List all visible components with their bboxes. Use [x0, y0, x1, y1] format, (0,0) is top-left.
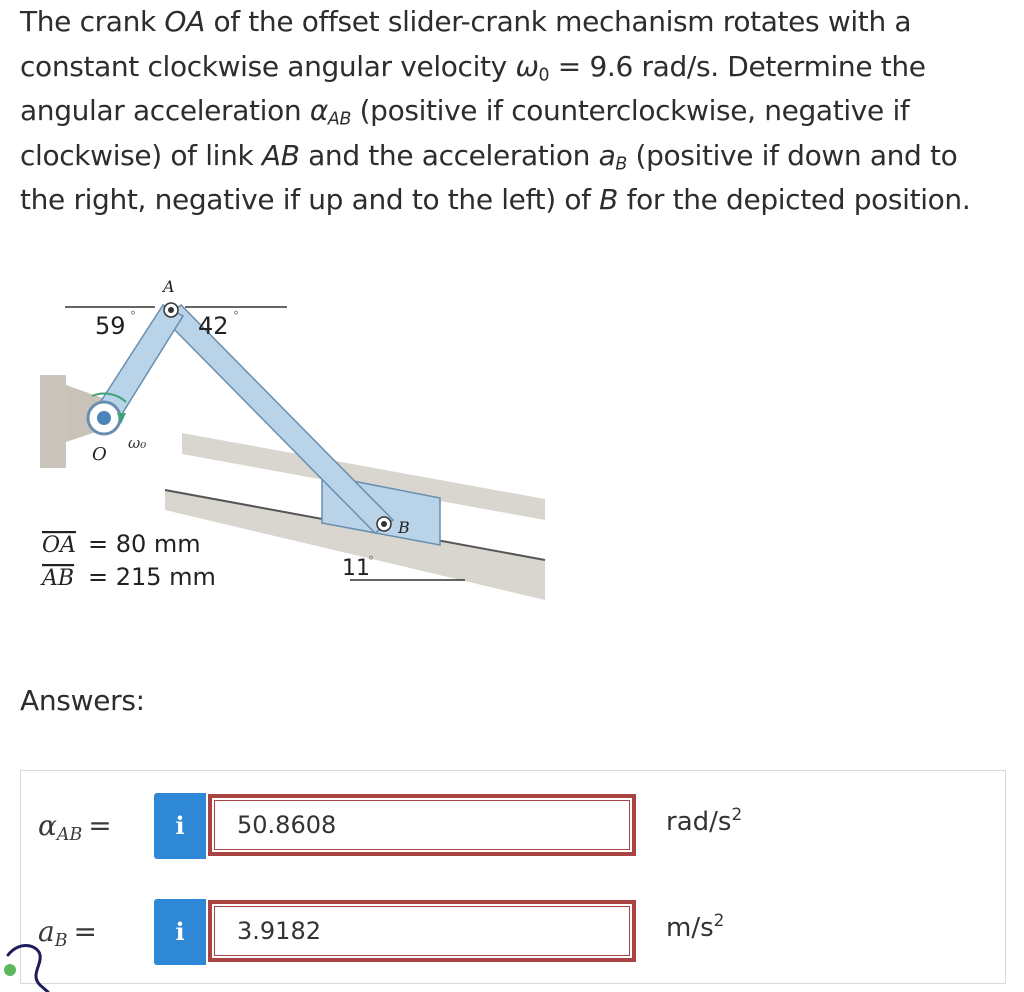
- answers-heading: Answers:: [20, 684, 145, 717]
- label-o: O: [92, 444, 107, 465]
- answer-symbol: $\alpha_{AB}$ =: [38, 809, 112, 846]
- answer-row-a-b: [21, 899, 1005, 965]
- wall-block: [40, 375, 66, 468]
- dim-ab-value: = 215 mm: [88, 563, 216, 591]
- pin-b-center: [381, 521, 387, 527]
- angle-11-deg: °: [368, 554, 374, 568]
- status-dot-icon: [4, 964, 16, 976]
- label-a: A: [163, 277, 175, 296]
- label-b: B: [398, 518, 410, 537]
- mechanism-figure: [0, 250, 560, 640]
- angle-59-deg: °: [130, 309, 136, 323]
- angle-42-deg: °: [233, 309, 239, 323]
- label-omega: ω₀: [128, 434, 147, 452]
- angle-11-label: 11: [342, 556, 370, 581]
- info-button[interactable]: i: [154, 793, 206, 859]
- pin-a-center: [168, 307, 174, 313]
- answer-unit: $m/s^2$: [666, 909, 725, 943]
- dim-oa-value: = 80 mm: [88, 530, 201, 558]
- dim-ab-name: AB: [42, 566, 75, 591]
- angle-59-label: 59: [95, 312, 126, 340]
- answer-symbol: $a_B$ =: [38, 915, 97, 952]
- answer-row-alpha-ab: [21, 793, 1005, 859]
- annotation-pen-mark: [0, 940, 70, 992]
- answer-input-a-b[interactable]: 3.9182: [208, 900, 636, 962]
- answers-panel: [20, 770, 1006, 984]
- info-button[interactable]: i: [154, 899, 206, 965]
- pin-o-center: [97, 411, 111, 425]
- answer-input-alpha-ab[interactable]: 50.8608: [208, 794, 636, 856]
- dim-oa-name: OA: [42, 533, 76, 558]
- answer-unit: rad/$s^2$: [666, 803, 743, 837]
- question-text: The crank OA of the offset slider-crank mechanism rotates with a constant clockwise angular velocity $\omega_0 = 9.6$ rad/s. Determine the angular acceleration $\alpha_{AB}$ (positive if counterclockwise, negative if clockwise) of link AB and the acceleration $a_B$ (positive if down and to the right, negative if up and to the left) of B for the depicted position.: [20, 5, 971, 216]
- angle-42-label: 42: [198, 312, 229, 340]
